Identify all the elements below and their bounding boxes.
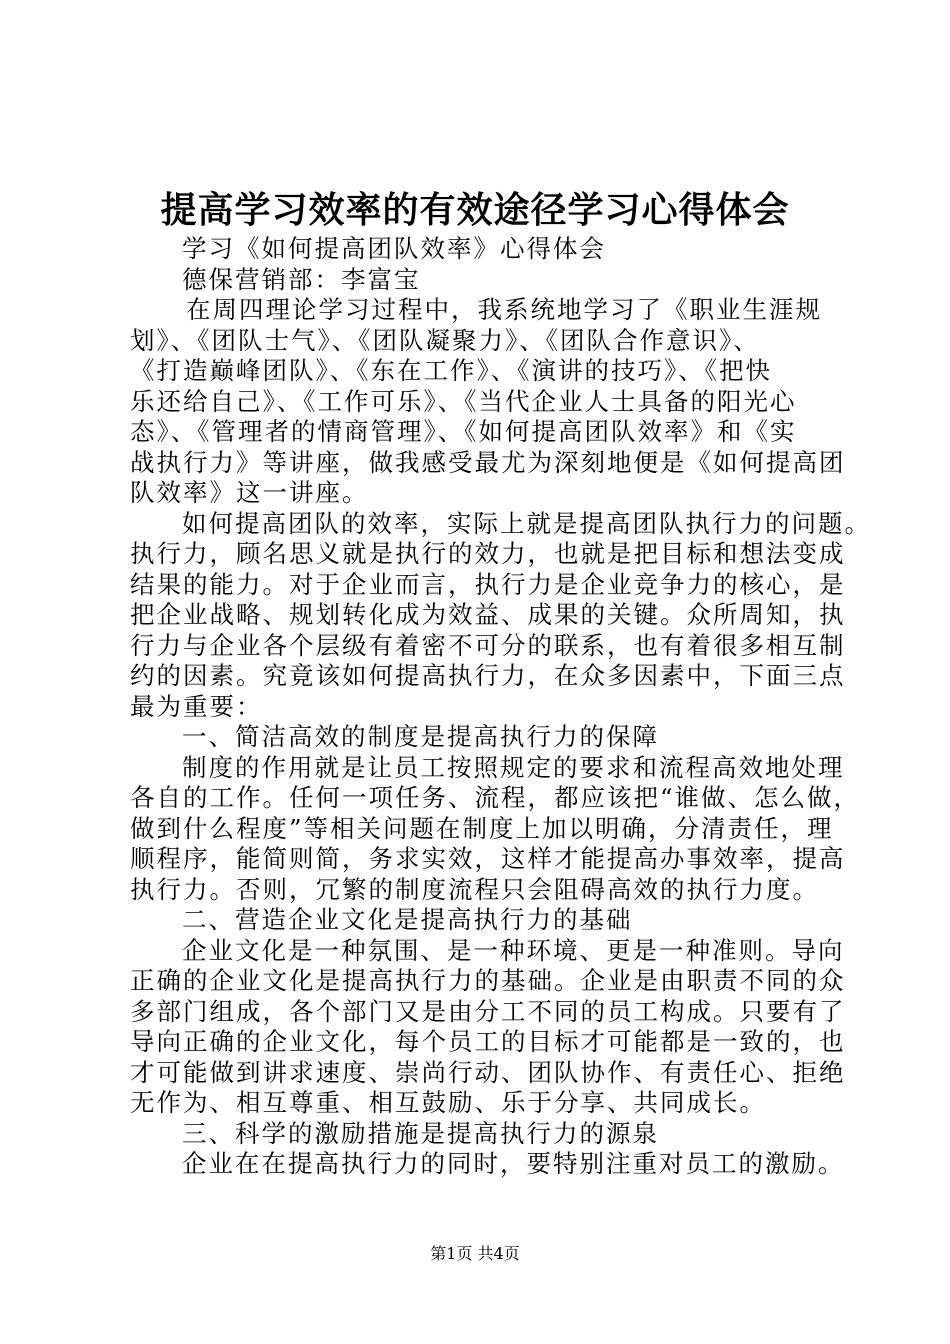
paragraph-line: 队效率》这一讲座。 <box>130 478 369 507</box>
subtitle-line: 学习《如何提高团队效率》心得体会 <box>182 234 606 263</box>
paragraph-line: 顺程序，能简则简，务求实效，这样才能提高办事效率，提高 <box>130 844 846 873</box>
paragraph-line: 在周四理论学习过程中，我系统地学习了《职业生涯规 <box>186 295 822 324</box>
paragraph-line: 企业在在提高执行力的同时，要特别注重对员工的激励。 <box>182 1149 845 1178</box>
paragraph-line: 乐还给自己》、《工作可乐》、《当代企业人士具备的阳光心 <box>130 386 797 416</box>
paragraph-line: 约的因素。究竟该如何提高执行力，在众多因素中，下面三点 <box>130 661 846 690</box>
paragraph-line: 执行力。否则，冗繁的制度流程只会阻碍高效的执行力度。 <box>130 874 819 904</box>
paragraph-line: 企业文化是一种氛围、是一种环境、更是一种准则。导向 <box>182 935 845 965</box>
document-title: 提高学习效率的有效途径学习心得体会 <box>160 189 790 231</box>
paragraph-line: 无作为、相互尊重、相互鼓励、乐于分享、共同成长。 <box>130 1088 766 1117</box>
paragraph-line: 导向正确的企业文化，每个员工的目标才可能都是一致的，也 <box>130 1027 846 1056</box>
paragraph-line: 制度的作用就是让员工按照规定的要求和流程高效地处理 <box>182 752 845 782</box>
paragraph-line: 各自的工作。任何一项任务、流程，都应该把“谁做、怎么做， <box>130 783 861 812</box>
paragraph-line: 行力与企业各个层级有着密不可分的联系，也有着很多相互制 <box>130 630 846 660</box>
page-number-footer: 第1页 共4页 <box>430 1244 520 1263</box>
document-body <box>130 234 871 1180</box>
section-heading: 一、简洁高效的制度是提高执行力的保障 <box>182 722 659 751</box>
paragraph-line: 最为重要： <box>130 691 263 721</box>
author-line: 德保营销部：李富宝 <box>182 264 421 294</box>
section-heading: 三、科学的激励措施是提高执行力的源泉 <box>182 1118 659 1148</box>
paragraph-line: 如何提高团队的效率，实际上就是提高团队执行力的问题。 <box>182 508 871 538</box>
paragraph-line: 多部门组成，各个部门又是由分工不同的员工构成。只要有了 <box>130 996 846 1026</box>
paragraph-line: 《打造巅峰团队》、《东在工作》、《演讲的技巧》、《把快 <box>130 356 772 385</box>
paragraph-line: 战执行力》等讲座，做我感受最尤为深刻地便是《如何提高团 <box>130 447 846 477</box>
paragraph-line: 态》、《管理者的情商管理》、《如何提高团队效率》和《实 <box>130 417 797 446</box>
paragraph-line: 正确的企业文化是提高执行力的基础。企业是由职责不同的众 <box>130 966 846 995</box>
paragraph-line: 做到什么程度”等相关问题在制度上加以明确，分清责任，理 <box>130 813 834 843</box>
paragraph-line: 执行力，顾名思义就是执行的效力，也就是把目标和想法变成 <box>130 539 846 568</box>
paragraph-line: 划》、《团队士气》、《团队凝聚力》、《团队合作意识》、 <box>130 325 760 355</box>
paragraph-line: 才可能做到讲求速度、崇尚行动、团队协作、有责任心、拒绝 <box>130 1057 846 1087</box>
paragraph-line: 结果的能力。对于企业而言，执行力是企业竞争力的核心，是 <box>130 569 846 599</box>
paragraph-line: 把企业战略、规划转化成为效益、成果的关键。众所周知，执 <box>130 600 846 629</box>
section-heading: 二、营造企业文化是提高执行力的基础 <box>182 905 633 934</box>
